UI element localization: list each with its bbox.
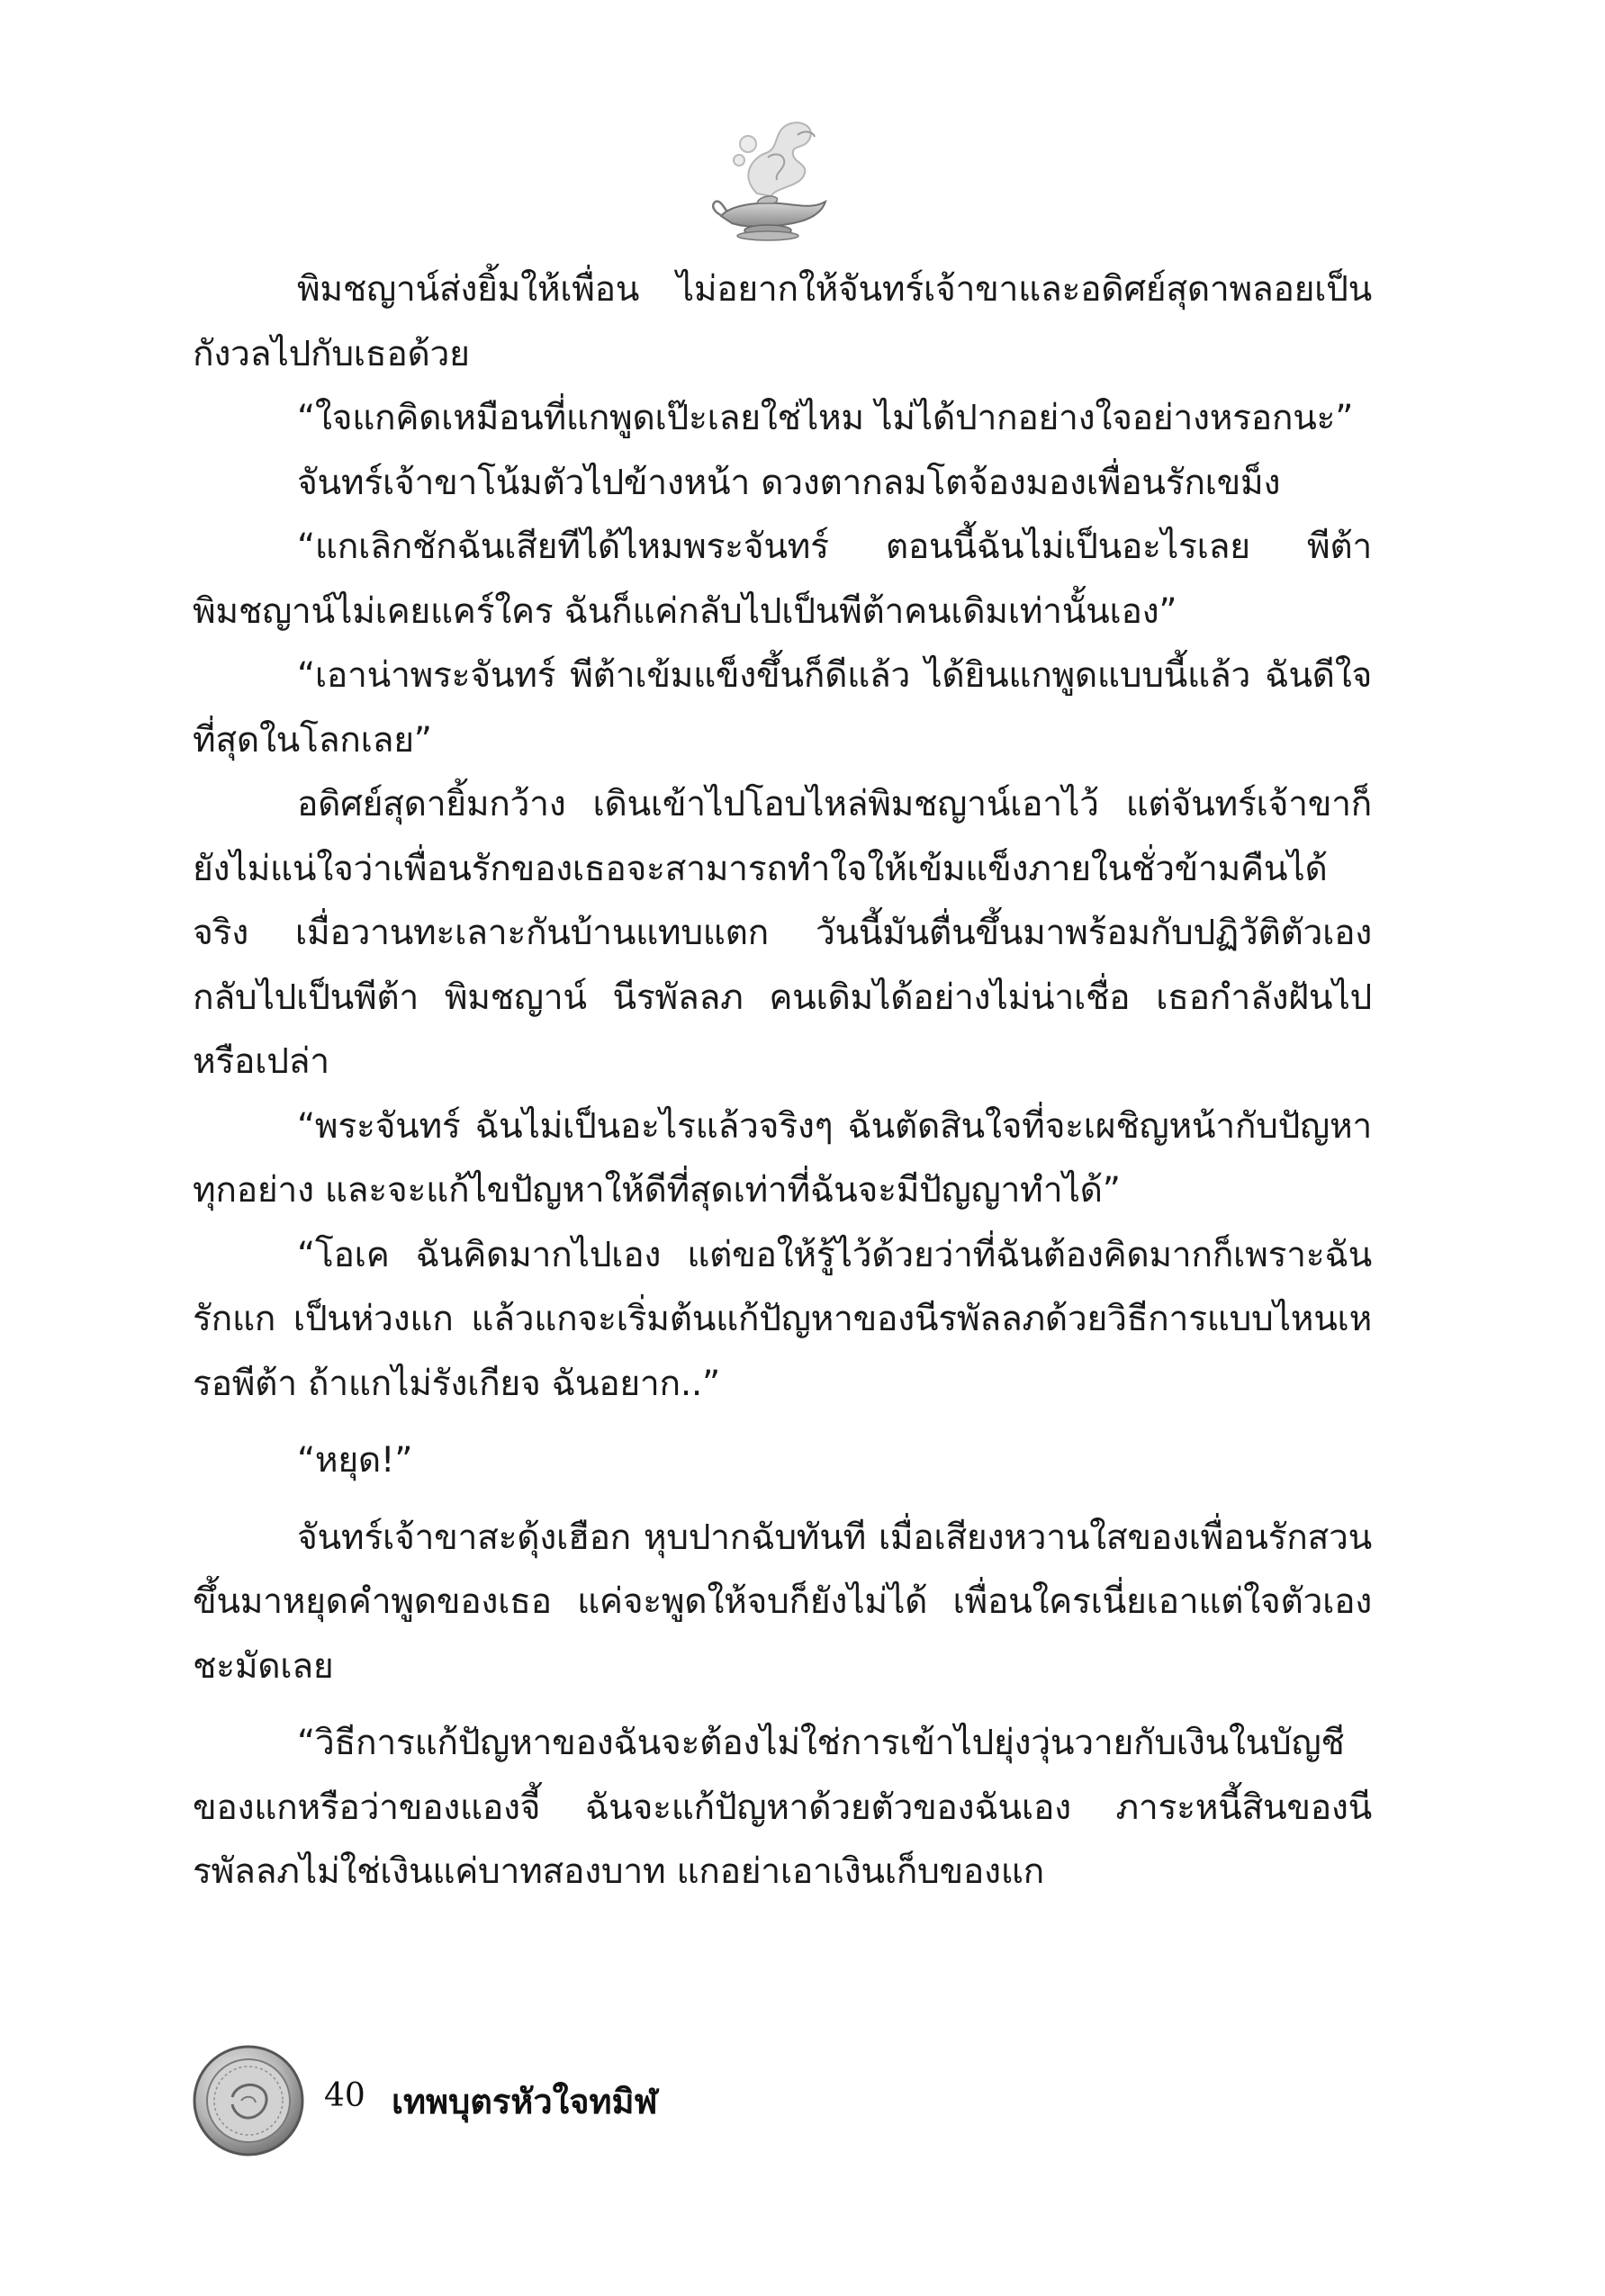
story-body: [193, 257, 1372, 1904]
paragraph: “ใจแกคิดเหมือนที่แกพูดเป๊ะเลยใช่ไหม ไม่ได้ปากอย่างใจอย่างหรอกนะ”: [297, 398, 1354, 438]
paragraph: พิมชญาน์ส่งยิ้มให้เพื่อน ไม่อยากให้จันทร์เจ้าขาและอดิศย์สุดาพลอยเป็นกังวลไปกับเธอด้วย: [193, 269, 1372, 374]
coin-medallion-icon: [189, 2041, 308, 2160]
paragraph: “โอเค ฉันคิดมากไปเอง แต่ขอให้รู้ไว้ด้วยว่าที่ฉันต้องคิดมากก็เพราะฉันรักแก เป็นห่วงแก แล้วแกจะเริ่มต้นแก้ปัญหาของนีรพัลลภด้วยวิธีการแบบไหนเหรอพีต้า ถ้าแกไม่รังเกียจ ฉันอยาก..”: [193, 1234, 1372, 1404]
paragraph: “วิธีการแก้ปัญหาของฉันจะต้องไม่ใช่การเข้าไปยุ่งวุ่นวายกับเงินในบัญชีของแกหรือว่าของแองจี้ ฉันจะแก้ปัญหาด้วยตัวของฉันเอง ภาระหนี้สินของนีรพัลลภไม่ใช่เงินแค่บาทสองบาท แกอย่าเอาเงินเก็บของแก: [193, 1723, 1372, 1892]
book-title: เทพบุตรหัวใจทมิฬ: [392, 2082, 658, 2121]
page-footer: [189, 2041, 999, 2167]
paragraph: “พระจันทร์ ฉันไม่เป็นอะไรแล้วจริงๆ ฉันตัดสินใจที่จะเผชิญหน้ากับปัญหาทุกอย่าง และจะแก้ไขปัญหาให้ดีที่สุดเท่าที่ฉันจะมีปัญญาทำได้”: [193, 1105, 1372, 1211]
paragraph: อดิศย์สุดายิ้มกว้าง เดินเข้าไปโอบไหล่พิมชญาน์เอาไว้ แต่จันทร์เจ้าขาก็ยังไม่แน่ใจว่าเพื่อนรักของเธอจะสามารถทำใจให้เข้มแข็งภายในชั่วข้ามคืนได้จริง เมื่อวานทะเลาะกันบ้านแทบแตก วันนี้มันตื่นขึ้นมาพร้อมกับปฏิวัติตัวเอง กลับไปเป็นพีต้า พิมชญาน์ นีรพัลลภ คนเดิมได้อย่างไม่น่าเชื่อ เธอกำลังฝันไปหรือเปล่า: [193, 784, 1372, 1082]
paragraph: “หยุด!”: [297, 1440, 413, 1481]
genie-lamp-icon: [703, 108, 838, 252]
paragraph: “แกเลิกชักฉันเสียทีได้ไหมพระจันทร์ ตอนนี้ฉันไม่เป็นอะไรเลย พีต้า พิมชญาน์ไม่เคยแคร์ใคร ฉันก็แค่กลับไปเป็นพีต้าคนเดิมเท่านั้นเอง”: [193, 527, 1372, 632]
paragraph: จันทร์เจ้าขาโน้มตัวไปข้างหน้า ดวงตากลมโตจ้องมองเพื่อนรักเขม็ง: [297, 462, 1281, 503]
paragraph: “เอาน่าพระจันทร์ พีต้าเข้มแข็งขึ้นก็ดีแล้ว ได้ยินแกพูดแบบนี้แล้ว ฉันดีใจที่สุดในโลกเลย”: [193, 655, 1372, 761]
paragraph: จันทร์เจ้าขาสะดุ้งเฮือก หุบปากฉับทันที เมื่อเสียงหวานใสของเพื่อนรักสวนขึ้นมาหยุดคำพูดของเธอ แค่จะพูดให้จบก็ยังไม่ได้ เพื่อนใครเนี่ยเอาแต่ใจตัวเองชะมัดเลย: [193, 1517, 1372, 1687]
page-number: 40: [324, 2077, 365, 2114]
